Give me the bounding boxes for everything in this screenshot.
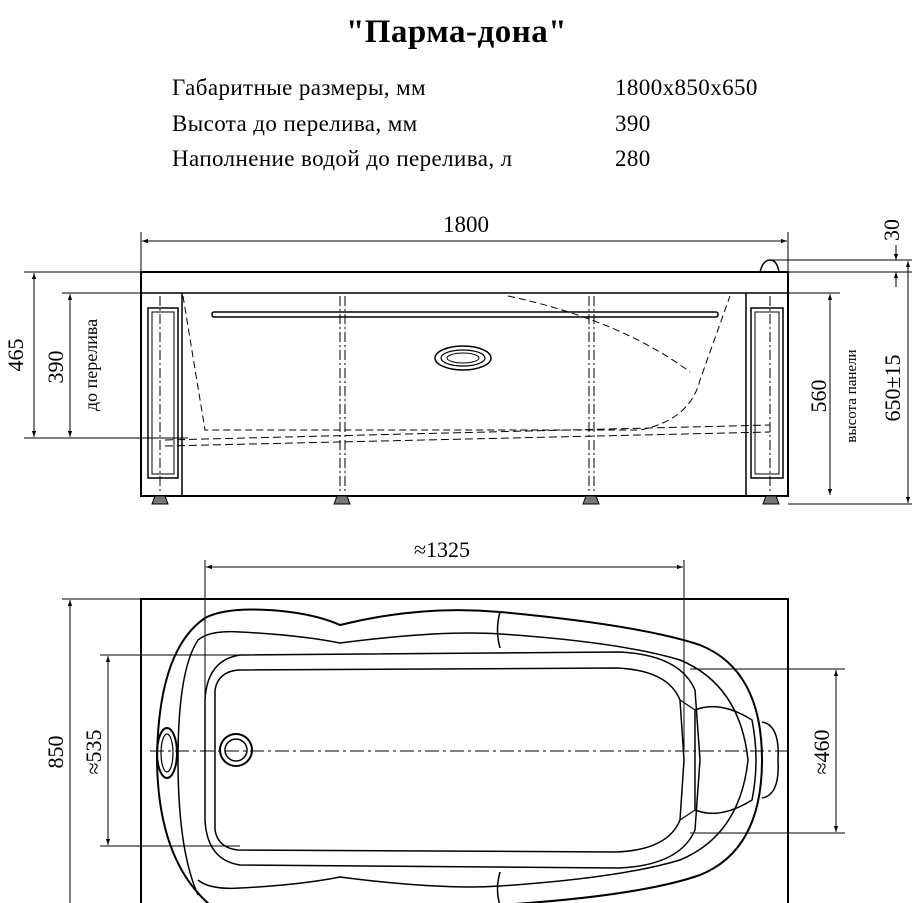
dim-overflow-height: 390 (43, 350, 68, 384)
dim-left-height: 465 (3, 338, 28, 372)
spec-label-overflow-height: Высота до перелива, мм (172, 111, 418, 136)
dim-rim: 30 (879, 219, 904, 241)
foot (334, 496, 350, 504)
spec-label-water-volume: Наполнение водой до перелива, л (172, 146, 513, 171)
spec-value-dimensions: 1800x850x650 (615, 75, 758, 100)
foot (152, 496, 168, 504)
top-view (141, 599, 790, 903)
front-view (141, 260, 788, 504)
tub-rim-contour (178, 632, 748, 895)
panel-bar (212, 312, 718, 317)
dim-left-inner-width: ≈535 (81, 729, 106, 775)
spec-label-dimensions: Габаритные размеры, мм (172, 75, 427, 100)
dim-length: 1800 (443, 212, 489, 237)
side-knob (762, 722, 778, 798)
label-overflow: до перелива (81, 318, 101, 412)
dim-inner-length: ≈1325 (413, 537, 471, 562)
headrest (695, 707, 756, 814)
spec-value-water-volume: 280 (615, 146, 651, 171)
right-pocket (751, 308, 783, 478)
foot (763, 496, 779, 504)
foot (583, 496, 599, 504)
dim-total-height: 650±15 (880, 354, 905, 422)
dim-width: 850 (43, 735, 68, 769)
basin-inner (215, 668, 684, 852)
diagram-title: "Парма-дона" (345, 14, 568, 50)
label-panel-height: высота панели (844, 349, 860, 443)
dim-right-inner-width: ≈460 (809, 729, 834, 775)
front-body-outline (141, 272, 788, 496)
dim-panel-height: 560 (806, 379, 831, 413)
rim-knob (760, 260, 779, 272)
spec-value-overflow-height: 390 (615, 111, 651, 136)
overflow-outlet (157, 728, 177, 778)
basin-outer (205, 652, 700, 868)
